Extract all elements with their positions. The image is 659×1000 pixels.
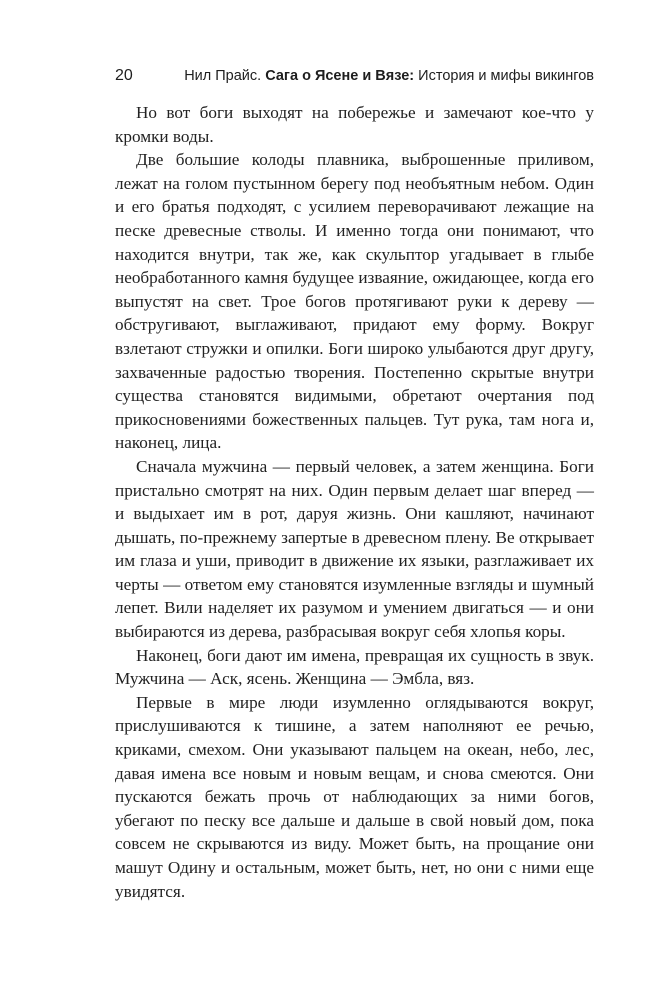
paragraph-2: Две большие колоды плавника, выброшенные приливом, лежат на голом пустынном берегу под необъятным небом. Один и его братья подходят, с усилием переворачивают лежащие на песке древесные стволы. И именно тогда они понимают, что находится внутри, так же, как скульптор угадывает в глыбе необработанного камня будущее изваяние, ожидающее, когда его выпустят на свет. Трое богов протягивают руки к дереву — обстругивают, выглаживают, придают ему форму. Вокруг взлетают стружки и опилки. Боги широко улыбаются друг другу, захваченные радостью творения. Постепенно скрытые внутри существа становятся видимыми, обретают очертания под прикосновениями божественных пальцев. Тут рука, там нога и, наконец, лица. <box>115 150 594 453</box>
header-subtitle: История и мифы викингов <box>418 68 594 84</box>
paragraph-1: Но вот боги выходят на побережье и замечают кое-что у кромки воды. <box>115 103 594 146</box>
header-book-title: Сага о Ясене и Вязе: <box>265 68 415 84</box>
page-number: 20 <box>115 67 133 84</box>
header-title <box>184 66 594 86</box>
running-header <box>115 66 594 86</box>
header-author: Нил Прайс. <box>184 68 262 84</box>
body-text <box>115 101 594 903</box>
paragraph-3: Сначала мужчина — первый человек, а затем женщина. Боги пристально смотрят на них. Один первым делает шаг вперед — и выдыхает им в рот, даруя жизнь. Они кашляют, начинают дышать, по-прежнему запертые в древесном плену. Ве открывает им глаза и уши, приводит в движение их языки, разглаживает их черты — ответом ему становятся изумленные взгляды и шумный лепет. Вили наделяет их разумом и умением двигаться — и они выбираются из дерева, разбрасывая вокруг себя хлопья коры. <box>115 456 594 642</box>
paragraph-5: Первые в мире люди изумленно оглядываются вокруг, прислушиваются к тишине, а затем наполняют ее речью, криками, смехом. Они указывают пальцем на океан, небо, лес, давая имена все новым и новым вещам, и снова смеются. Они пускаются бежать прочь от наблюдающих за ними богов, убегают по песку все дальше и дальше в свой новый дом, пока совсем не скрываются из виду. Может быть, на прощание они машут Одину и остальным, может быть, нет, но они с ними еще увидятся. <box>115 692 594 901</box>
paragraph-4: Наконец, боги дают им имена, превращая их сущность в звук. Мужчина — Аск, ясень. Женщина — Эмбла, вяз. <box>115 645 594 689</box>
